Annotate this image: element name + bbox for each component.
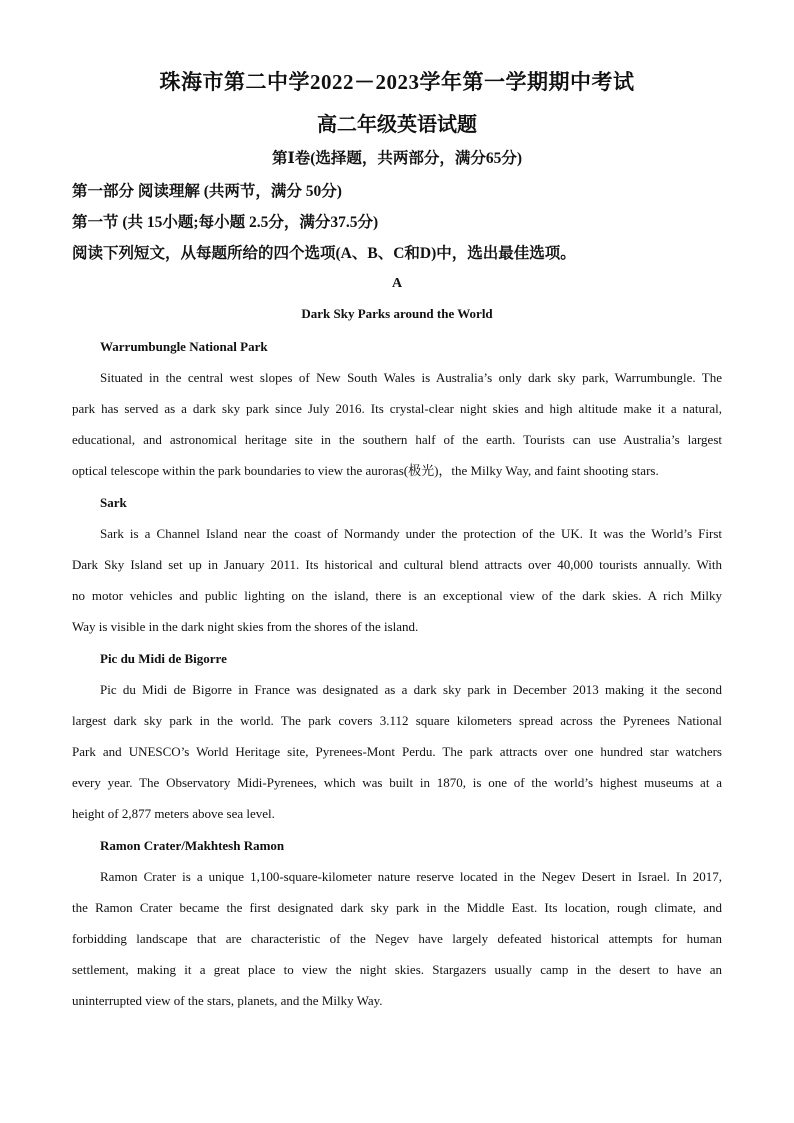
paragraph-line: Ramon Crater is a unique 1,100-square-kilometer nature reserve located in the Negev Desert in Israel. In 2017,: [100, 869, 722, 884]
school-exam-title: 珠海市第二中学2022－2023学年第一学期期中考试: [159, 70, 635, 94]
park-heading-sark: Sark: [100, 495, 127, 510]
park-paragraph-warrumbungle: [72, 362, 722, 486]
paragraph-line: settlement, making it a great place to view the night skies. Stargazers usually camp in the desert to have an: [72, 962, 722, 978]
paragraph-line: Sark is a Channel Island near the coast of Normandy under the protection of the UK. It was the World’s First: [100, 526, 722, 541]
grade-subject-title: 高二年级英语试题: [317, 114, 477, 136]
park-heading-ramon-crater: Ramon Crater/Makhtesh Ramon: [100, 838, 285, 853]
paragraph-line: no motor vehicles and public lighting on the island, there is an exceptional view of the dark skies. A rich Milky: [72, 588, 722, 604]
passage-title: Dark Sky Parks around the World: [301, 306, 493, 321]
park-paragraph-ramon-crater: [72, 861, 722, 1016]
park-paragraph-sark: [72, 518, 722, 642]
paragraph-line: park has served as a dark sky park since July 2016. Its crystal-clear night skies and high altitude make it a natural,: [72, 401, 722, 417]
park-heading-warrumbungle: Warrumbungle National Park: [100, 339, 268, 354]
paragraph-line: Park and UNESCO’s World Heritage site, Pyrenees-Mont Perdu. The park attracts over one hundred star watchers: [72, 744, 722, 760]
park-heading-pic-du-midi: Pic du Midi de Bigorre: [100, 651, 227, 666]
reading-directions: 阅读下列短文，从每题所给的四个选项(A、B、C和D)中，选出最佳选项。: [72, 245, 576, 262]
park-paragraph-pic-du-midi: [72, 674, 722, 829]
passage-letter: A: [391, 276, 403, 291]
paragraph-line: Dark Sky Island set up in January 2011. Its historical and cultural blend attracts over 40,000 tourists annually. With: [72, 557, 722, 573]
paragraph-line: Way is visible in the dark night skies from the shores of the island.: [72, 619, 419, 635]
paragraph-line: Situated in the central west slopes of New South Wales is Australia’s only dark sky park, Warrumbungle. The: [100, 370, 722, 385]
paragraph-line: educational, and astronomical heritage site in the southern half of the earth. Tourists can use Australia’s largest: [72, 432, 722, 448]
paragraph-line: Pic du Midi de Bigorre in France was designated as a dark sky park in December 2013 making it the second: [100, 682, 722, 697]
paragraph-line: uninterrupted view of the stars, planets, and the Milky Way.: [72, 993, 383, 1009]
paragraph-line: optical telescope within the park boundaries to view the auroras(极光)，the Milky Way, and faint shooting stars.: [72, 463, 659, 479]
paragraph-line: every year. The Observatory Midi-Pyrenees, which was built in 1870, is one of the world’s highest museums at a: [72, 775, 722, 791]
volume-note: 第Ⅰ卷(选择题，共两部分，满分65分): [271, 150, 523, 167]
paragraph-line: largest dark sky park in the world. The park covers 3.112 square kilometers spread across the Pyrenees National: [72, 713, 722, 729]
paragraph-line: forbidding landscape that are characteristic of the Negev have largely defeated historical attempts for human: [72, 931, 722, 947]
paragraph-line: height of 2,877 meters above sea level.: [72, 806, 275, 822]
paragraph-line: the Ramon Crater became the first designated dark sky park in the Middle East. Its location, rough climate, and: [72, 900, 722, 916]
part-one-heading: 第一部分 阅读理解 (共两节，满分 50分): [72, 183, 342, 200]
section-one-heading: 第一节 (共 15小题;每小题 2.5分，满分37.5分): [72, 214, 379, 231]
